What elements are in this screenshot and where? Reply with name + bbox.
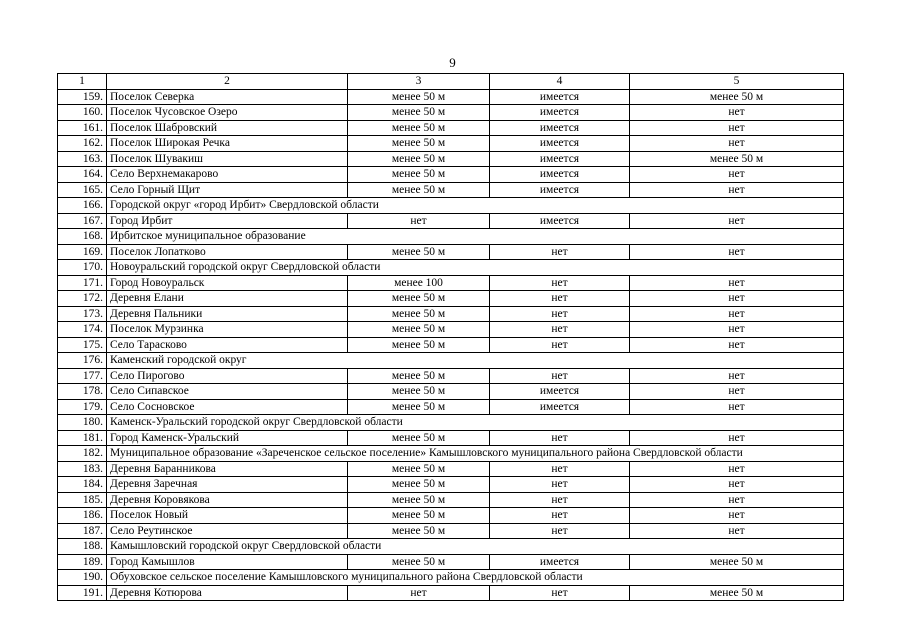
settlement-name: Поселок Лопатково <box>107 244 348 260</box>
table-header-row <box>58 74 844 90</box>
settlement-name: Село Тарасково <box>107 337 348 353</box>
row-number: 178. <box>58 384 107 400</box>
distance-cell-2: нет <box>630 105 844 121</box>
section-title: Ирбитское муниципальное образование <box>107 229 844 245</box>
table-section-row <box>58 446 844 462</box>
distance-cell: менее 50 м <box>348 322 490 338</box>
distance-cell-2: нет <box>630 182 844 198</box>
table-row <box>58 585 844 601</box>
table-section-row <box>58 415 844 431</box>
availability-cell: имеется <box>490 105 630 121</box>
distance-cell: менее 50 м <box>348 430 490 446</box>
settlement-name: Поселок Северка <box>107 89 348 105</box>
table-row <box>58 244 844 260</box>
availability-cell: нет <box>490 430 630 446</box>
settlement-name: Город Камышлов <box>107 554 348 570</box>
row-number: 185. <box>58 492 107 508</box>
distance-cell: менее 50 м <box>348 291 490 307</box>
table-row <box>58 182 844 198</box>
page-number: 9 <box>449 55 456 70</box>
distance-cell-2: нет <box>630 167 844 183</box>
availability-cell: имеется <box>490 213 630 229</box>
availability-cell: имеется <box>490 554 630 570</box>
distance-cell-2: менее 50 м <box>630 554 844 570</box>
row-number: 179. <box>58 399 107 415</box>
settlement-name: Деревня Пальники <box>107 306 348 322</box>
settlement-name: Село Сосновское <box>107 399 348 415</box>
distance-cell: менее 50 м <box>348 477 490 493</box>
distance-cell: менее 50 м <box>348 120 490 136</box>
row-number: 183. <box>58 461 107 477</box>
header-col-2: 2 <box>107 74 348 90</box>
table-row <box>58 322 844 338</box>
availability-cell: нет <box>490 523 630 539</box>
row-number: 159. <box>58 89 107 105</box>
row-number: 161. <box>58 120 107 136</box>
settlement-name: Село Пирогово <box>107 368 348 384</box>
row-number: 190. <box>58 570 107 586</box>
distance-cell: менее 50 м <box>348 306 490 322</box>
table-row <box>58 120 844 136</box>
distance-cell: менее 50 м <box>348 399 490 415</box>
distance-cell-2: нет <box>630 275 844 291</box>
distance-cell-2: менее 50 м <box>630 151 844 167</box>
availability-cell: нет <box>490 492 630 508</box>
availability-cell: нет <box>490 368 630 384</box>
distance-cell-2: нет <box>630 244 844 260</box>
availability-cell: имеется <box>490 399 630 415</box>
settlement-name: Село Сипавское <box>107 384 348 400</box>
row-number: 162. <box>58 136 107 152</box>
table-row <box>58 368 844 384</box>
distance-cell-2: нет <box>630 508 844 524</box>
settlement-name: Деревня Котюрова <box>107 585 348 601</box>
distance-cell: менее 50 м <box>348 384 490 400</box>
availability-cell: имеется <box>490 182 630 198</box>
settlement-name: Поселок Чусовское Озеро <box>107 105 348 121</box>
table-row <box>58 275 844 291</box>
settlement-name: Поселок Шабровский <box>107 120 348 136</box>
header-col-4: 4 <box>490 74 630 90</box>
distance-cell-2: менее 50 м <box>630 585 844 601</box>
row-number: 171. <box>58 275 107 291</box>
table-row <box>58 554 844 570</box>
table-section-row <box>58 570 844 586</box>
settlement-name: Село Реутинское <box>107 523 348 539</box>
table-row <box>58 337 844 353</box>
availability-cell: нет <box>490 291 630 307</box>
table-row <box>58 167 844 183</box>
distance-cell: менее 50 м <box>348 508 490 524</box>
settlement-name: Деревня Баранникова <box>107 461 348 477</box>
row-number: 177. <box>58 368 107 384</box>
distance-cell-2: нет <box>630 213 844 229</box>
distance-cell-2: нет <box>630 136 844 152</box>
distance-cell-2: нет <box>630 523 844 539</box>
distance-cell: менее 50 м <box>348 167 490 183</box>
row-number: 189. <box>58 554 107 570</box>
section-title: Каменский городской округ <box>107 353 844 369</box>
table-row <box>58 151 844 167</box>
header-col-1: 1 <box>58 74 107 90</box>
settlement-name: Поселок Шувакиш <box>107 151 348 167</box>
row-number: 164. <box>58 167 107 183</box>
table-row <box>58 291 844 307</box>
distance-cell-2: нет <box>630 120 844 136</box>
distance-cell-2: менее 50 м <box>630 89 844 105</box>
table-section-row <box>58 198 844 214</box>
availability-cell: имеется <box>490 89 630 105</box>
row-number: 166. <box>58 198 107 214</box>
section-title: Городской округ «город Ирбит» Свердловской области <box>107 198 844 214</box>
row-number: 173. <box>58 306 107 322</box>
section-title: Новоуральский городской округ Свердловской области <box>107 260 844 276</box>
table-row <box>58 89 844 105</box>
settlement-name: Город Новоуральск <box>107 275 348 291</box>
availability-cell: нет <box>490 306 630 322</box>
distance-cell: нет <box>348 213 490 229</box>
distance-cell: менее 50 м <box>348 244 490 260</box>
distance-cell-2: нет <box>630 291 844 307</box>
row-number: 175. <box>58 337 107 353</box>
row-number: 172. <box>58 291 107 307</box>
table-row <box>58 384 844 400</box>
header-col-5: 5 <box>630 74 844 90</box>
settlement-name: Город Каменск-Уральский <box>107 430 348 446</box>
distance-cell: менее 100 <box>348 275 490 291</box>
distance-cell-2: нет <box>630 477 844 493</box>
distance-cell: менее 50 м <box>348 89 490 105</box>
row-number: 165. <box>58 182 107 198</box>
availability-cell: имеется <box>490 167 630 183</box>
distance-cell-2: нет <box>630 322 844 338</box>
settlement-name: Село Верхнемакарово <box>107 167 348 183</box>
availability-cell: нет <box>490 244 630 260</box>
table-row <box>58 105 844 121</box>
table-section-row <box>58 539 844 555</box>
row-number: 180. <box>58 415 107 431</box>
distance-cell: менее 50 м <box>348 461 490 477</box>
row-number: 184. <box>58 477 107 493</box>
row-number: 191. <box>58 585 107 601</box>
settlement-name: Поселок Мурзинка <box>107 322 348 338</box>
table-row <box>58 136 844 152</box>
distance-cell-2: нет <box>630 368 844 384</box>
distance-cell-2: нет <box>630 306 844 322</box>
availability-cell: нет <box>490 322 630 338</box>
table-row <box>58 508 844 524</box>
table-row <box>58 492 844 508</box>
row-number: 169. <box>58 244 107 260</box>
section-title: Камышловский городской округ Свердловской области <box>107 539 844 555</box>
distance-cell: менее 50 м <box>348 105 490 121</box>
distance-cell: менее 50 м <box>348 368 490 384</box>
availability-cell: имеется <box>490 136 630 152</box>
row-number: 176. <box>58 353 107 369</box>
availability-cell: нет <box>490 508 630 524</box>
availability-cell: имеется <box>490 384 630 400</box>
table-row <box>58 306 844 322</box>
distance-cell-2: нет <box>630 492 844 508</box>
table-row <box>58 461 844 477</box>
distance-cell-2: нет <box>630 384 844 400</box>
row-number: 167. <box>58 213 107 229</box>
distance-cell: нет <box>348 585 490 601</box>
availability-cell: нет <box>490 585 630 601</box>
row-number: 188. <box>58 539 107 555</box>
table-row <box>58 477 844 493</box>
row-number: 168. <box>58 229 107 245</box>
distance-cell-2: нет <box>630 399 844 415</box>
section-title: Каменск-Уральский городской округ Свердловской области <box>107 415 844 431</box>
settlement-name: Село Горный Щит <box>107 182 348 198</box>
table-row <box>58 430 844 446</box>
settlement-name: Деревня Елани <box>107 291 348 307</box>
settlement-name: Деревня Заречная <box>107 477 348 493</box>
availability-cell: имеется <box>490 151 630 167</box>
row-number: 181. <box>58 430 107 446</box>
availability-cell: нет <box>490 461 630 477</box>
distance-cell: менее 50 м <box>348 492 490 508</box>
table-row <box>58 399 844 415</box>
row-number: 186. <box>58 508 107 524</box>
availability-cell: нет <box>490 337 630 353</box>
table-section-row <box>58 260 844 276</box>
section-title: Обуховское сельское поселение Камышловского муниципального района Свердловской области <box>107 570 844 586</box>
row-number: 174. <box>58 322 107 338</box>
section-title: Муниципальное образование «Зареченское сельское поселение» Камышловского муниципального района Свердловской области <box>107 446 844 462</box>
distance-cell: менее 50 м <box>348 554 490 570</box>
distance-cell-2: нет <box>630 337 844 353</box>
row-number: 182. <box>58 446 107 462</box>
distance-cell: менее 50 м <box>348 337 490 353</box>
availability-cell: нет <box>490 275 630 291</box>
settlement-name: Город Ирбит <box>107 213 348 229</box>
settlement-name: Поселок Широкая Речка <box>107 136 348 152</box>
row-number: 163. <box>58 151 107 167</box>
distance-cell-2: нет <box>630 461 844 477</box>
distance-cell-2: нет <box>630 430 844 446</box>
settlement-name: Поселок Новый <box>107 508 348 524</box>
distance-cell: менее 50 м <box>348 136 490 152</box>
table-row <box>58 523 844 539</box>
availability-cell: нет <box>490 477 630 493</box>
table-section-row <box>58 229 844 245</box>
settlements-table <box>57 73 844 601</box>
header-col-3: 3 <box>348 74 490 90</box>
distance-cell: менее 50 м <box>348 151 490 167</box>
table-row <box>58 213 844 229</box>
row-number: 170. <box>58 260 107 276</box>
distance-cell: менее 50 м <box>348 523 490 539</box>
row-number: 160. <box>58 105 107 121</box>
table-section-row <box>58 353 844 369</box>
availability-cell: имеется <box>490 120 630 136</box>
distance-cell: менее 50 м <box>348 182 490 198</box>
settlement-name: Деревня Коровякова <box>107 492 348 508</box>
row-number: 187. <box>58 523 107 539</box>
